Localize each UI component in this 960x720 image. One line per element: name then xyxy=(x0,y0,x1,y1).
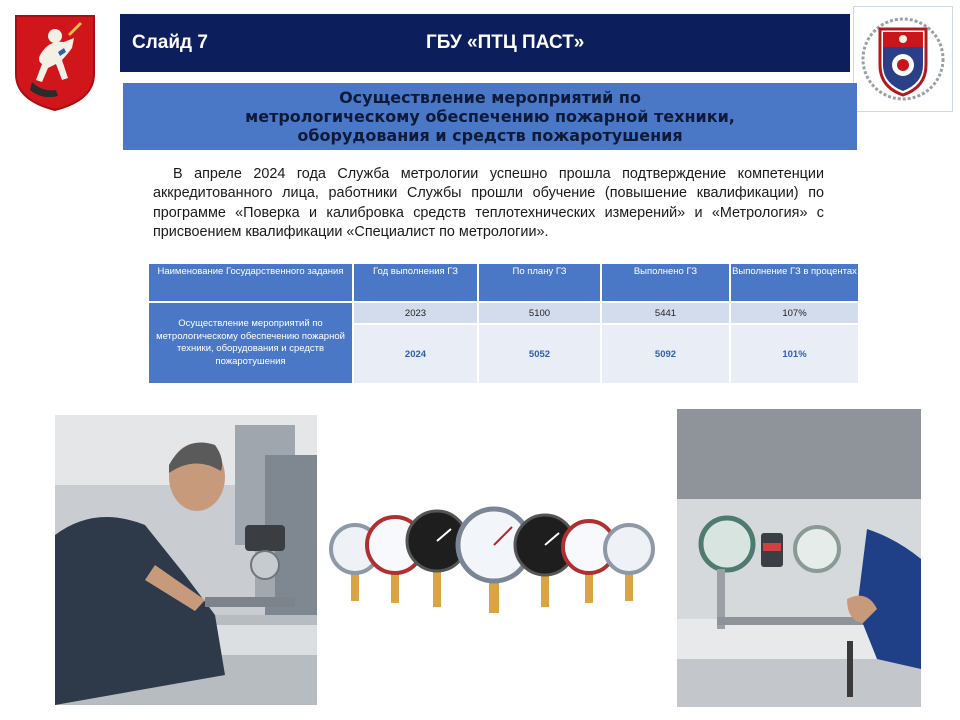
done-cell: 5441 xyxy=(601,302,730,324)
organization-title: ГБУ «ПТЦ ПАСТ» xyxy=(426,32,585,53)
state-task-table xyxy=(147,262,860,385)
slide-number: Слайд 7 xyxy=(132,32,208,53)
table-header: Год выполнения ГЗ xyxy=(353,263,478,302)
table-header: Наименование Государственного задания xyxy=(148,263,353,302)
year-cell: 2024 xyxy=(353,324,478,384)
year-cell: 2023 xyxy=(353,302,478,324)
task-name-cell: Осуществление мероприятий по метрологическому обеспечению пожарной техники, оборудования и средств пожаротушения xyxy=(148,302,353,384)
table-header: Выполнено ГЗ xyxy=(601,263,730,302)
subtitle-banner xyxy=(123,83,857,150)
subtitle-text: Осуществление мероприятий по метрологическому обеспечению пожарной техники, оборудования и средств пожаротушения xyxy=(245,88,735,145)
moscow-coat-of-arms xyxy=(12,12,98,112)
done-cell: 5092 xyxy=(601,324,730,384)
pressure-gauges-row xyxy=(327,505,669,619)
header-bar xyxy=(120,14,850,72)
table-header-row xyxy=(148,263,859,302)
table-header: По плану ГЗ xyxy=(478,263,601,302)
photo-gauge-test-bench xyxy=(677,409,921,707)
table-row xyxy=(148,302,859,324)
plan-cell: 5052 xyxy=(478,324,601,384)
photo-technician-calibrating xyxy=(55,415,317,705)
percent-cell: 101% xyxy=(730,324,859,384)
table-header: Выполнение ГЗ в процентах xyxy=(730,263,859,302)
organization-emblem xyxy=(853,6,953,112)
plan-cell: 5100 xyxy=(478,302,601,324)
percent-cell: 107% xyxy=(730,302,859,324)
body-paragraph: В апреле 2024 года Служба метрологии успешно прошла подтверждение компетенции аккредитованного лица, работники Службы прошли обучение (повышение квалификации) по программе «Поверка и калибровка средств теплотехнических измерений» и «Метрология» с присвоением квалификации «Специалист по метрологии». xyxy=(153,166,824,241)
